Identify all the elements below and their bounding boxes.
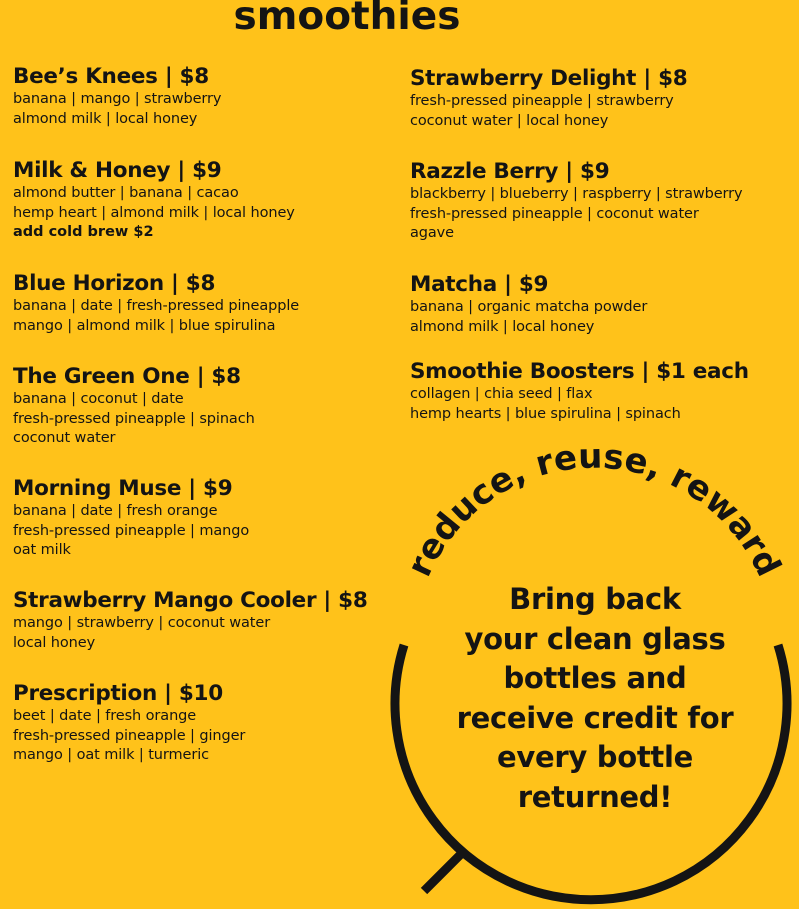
item-name: Matcha | $9 bbox=[410, 272, 549, 297]
bottle-return-message bbox=[430, 580, 760, 817]
item-ingredients: fresh-pressed pineapple | spinach bbox=[13, 410, 255, 427]
item-ingredients: fresh-pressed pineapple | coconut water bbox=[410, 205, 699, 222]
item-ingredients: hemp hearts | blue spirulina | spinach bbox=[410, 405, 681, 422]
item-ingredients: fresh-pressed pineapple | strawberry bbox=[410, 93, 674, 109]
item-ingredients: coconut water bbox=[13, 430, 116, 447]
badge-handle bbox=[424, 853, 462, 891]
item-name: Milk & Honey | $9 bbox=[13, 158, 222, 183]
item-name: Bee’s Knees | $8 bbox=[13, 64, 209, 89]
item-name: Morning Muse | $9 bbox=[13, 476, 233, 501]
item-ingredients: almond butter | banana | cacao bbox=[13, 185, 239, 201]
item-name: Strawberry Delight | $8 bbox=[410, 66, 688, 91]
page-title: smoothies bbox=[233, 0, 461, 39]
item-ingredients: collagen | chia seed | flax bbox=[410, 386, 593, 402]
item-name: The Green One | $8 bbox=[13, 364, 241, 389]
item-ingredients: beet | date | fresh orange bbox=[13, 708, 197, 724]
item-ingredients: coconut water | local honey bbox=[410, 112, 609, 129]
item-addon: add cold brew $2 bbox=[13, 224, 154, 241]
item-ingredients: banana | organic matcha powder bbox=[410, 299, 648, 315]
item-name: Strawberry Mango Cooler | $8 bbox=[13, 588, 368, 613]
item-ingredients: banana | date | fresh-pressed pineapple bbox=[13, 298, 300, 314]
item-ingredients: mango | strawberry | coconut water bbox=[13, 615, 271, 631]
item-ingredients: fresh-pressed pineapple | ginger bbox=[13, 727, 246, 744]
item-ingredients: local honey bbox=[13, 634, 96, 651]
item-ingredients: mango | oat milk | turmeric bbox=[13, 747, 210, 764]
item-ingredients: banana | mango | strawberry bbox=[13, 91, 222, 107]
arc-slogan: reduce, reuse, reward bbox=[399, 436, 789, 583]
item-ingredients: almond milk | local honey bbox=[13, 110, 198, 127]
message-line: your clean glass bbox=[464, 621, 726, 656]
item-name: Blue Horizon | $8 bbox=[13, 271, 216, 296]
item-ingredients: oat milk bbox=[13, 542, 71, 559]
item-name: Razzle Berry | $9 bbox=[410, 159, 610, 184]
message-line: bottles and bbox=[503, 661, 687, 695]
item-ingredients: blackberry | blueberry | raspberry | strawberry bbox=[410, 186, 743, 202]
item-ingredients: banana | date | fresh orange bbox=[13, 503, 218, 519]
message-line: Bring back bbox=[509, 582, 681, 616]
item-ingredients: hemp heart | almond milk | local honey bbox=[13, 204, 295, 221]
item-ingredients: mango | almond milk | blue spirulina bbox=[13, 317, 276, 334]
item-name: Smoothie Boosters | $1 each bbox=[410, 359, 749, 384]
item-ingredients: banana | coconut | date bbox=[13, 391, 184, 407]
message-line: returned! bbox=[517, 779, 673, 814]
item-ingredients: almond milk | local honey bbox=[410, 318, 595, 335]
item-name: Prescription | $10 bbox=[13, 681, 223, 706]
message-line: every bottle bbox=[497, 740, 693, 774]
message-line: receive credit for bbox=[456, 700, 734, 735]
item-ingredients: fresh-pressed pineapple | mango bbox=[13, 522, 250, 539]
item-ingredients: agave bbox=[410, 225, 454, 242]
